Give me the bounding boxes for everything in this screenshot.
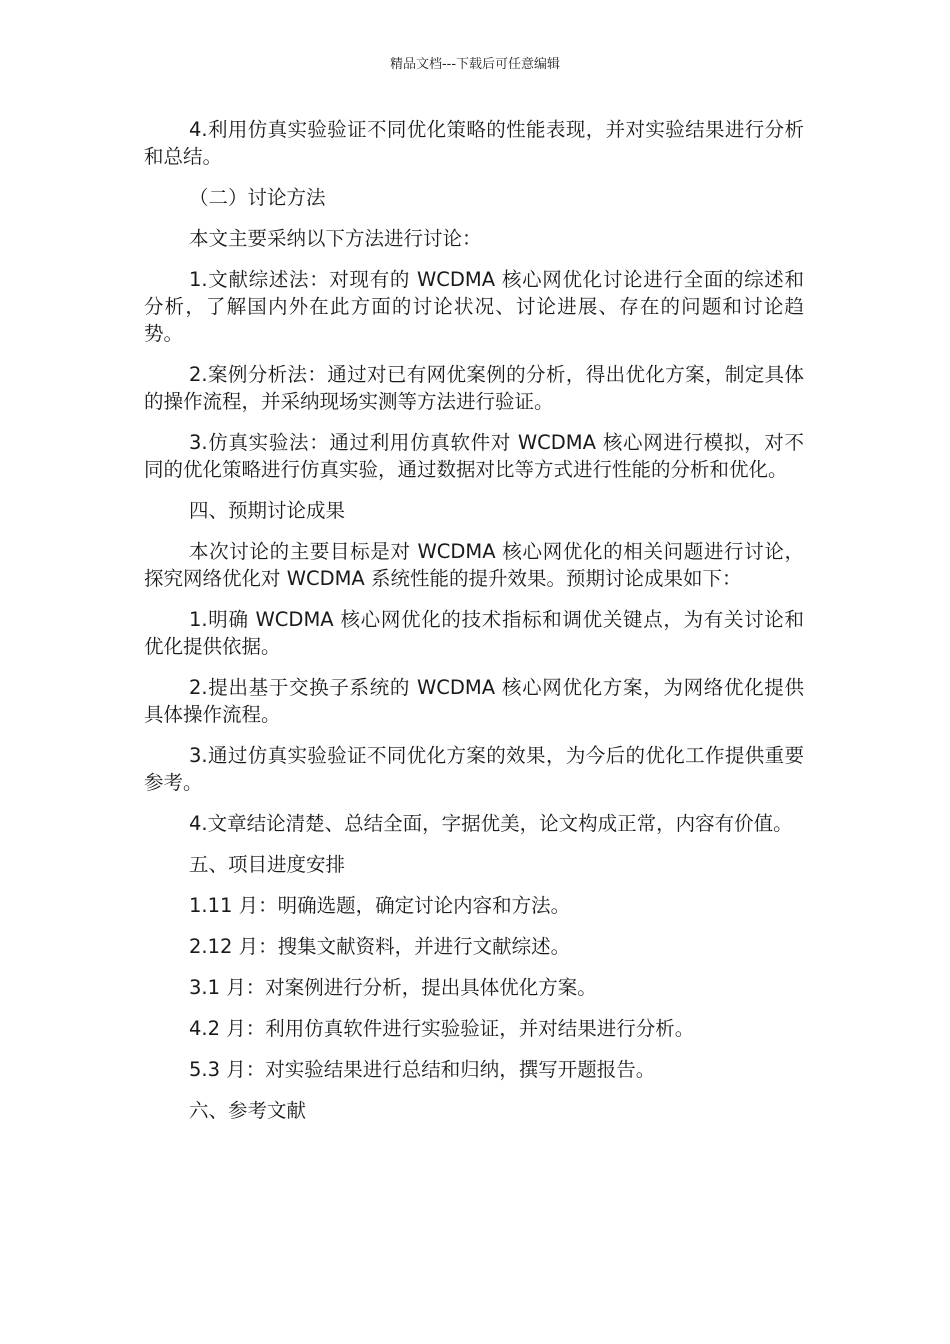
schedule-item-1: 1.11 月：明确选题，确定讨论内容和方法。 [189, 894, 571, 917]
paragraph-result-2: 2.提出基于交换子系统的 WCDMA 核心网优化方案，为网络优化提供具体操作流程。 [144, 676, 804, 726]
paragraph-result-4: 4.文章结论清楚、总结全面，字据优美，论文构成正常，内容有价值。 [189, 812, 793, 835]
schedule-item-2: 2.12 月：搜集文献资料，并进行文献综述。 [189, 935, 571, 958]
paragraph-method-2: 2.案例分析法：通过对已有网优案例的分析，得出优化方案，制定具体的操作流程，并采纳现场实测等方法进行验证。 [144, 363, 804, 413]
section-heading-schedule: 五、项目进度安排 [189, 853, 346, 876]
paragraph-methods-intro: 本文主要采纳以下方法进行讨论： [189, 227, 482, 250]
schedule-item-4: 4.2 月：利用仿真软件进行实验验证，并对结果进行分析。 [189, 1017, 695, 1040]
section-heading-references: 六、参考文献 [189, 1099, 307, 1122]
document-body [144, 116, 804, 1138]
paragraph-objective-4: 4.利用仿真实验验证不同优化策略的性能表现，并对实验结果进行分析和总结。 [144, 118, 804, 168]
schedule-item-3: 3.1 月：对案例进行分析，提出具体优化方案。 [189, 976, 597, 999]
section-heading-methods: （二）讨论方法 [189, 186, 326, 209]
paragraph-method-3: 3.仿真实验法：通过利用仿真软件对 WCDMA 核心网进行模拟，对不同的优化策略进行仿真实验，通过数据对比等方式进行性能的分析和优化。 [144, 431, 804, 481]
schedule-item-5: 5.3 月：对实验结果进行总结和归纳，撰写开题报告。 [189, 1058, 656, 1081]
page-header: 精品文档---下载后可任意编辑 [389, 57, 561, 72]
paragraph-method-1: 1.文献综述法：对现有的 WCDMA 核心网优化讨论进行全面的综述和分析，了解国内外在此方面的讨论状况、讨论进展、存在的问题和讨论趋势。 [144, 268, 804, 345]
paragraph-results-intro: 本次讨论的主要目标是对 WCDMA 核心网优化的相关问题进行讨论，探究网络优化对 WCDMA 系统性能的提升效果。预期讨论成果如下： [144, 540, 804, 590]
paragraph-result-1: 1.明确 WCDMA 核心网优化的技术指标和调优关键点，为有关讨论和优化提供依据。 [144, 608, 804, 658]
paragraph-result-3: 3.通过仿真实验验证不同优化方案的效果，为今后的优化工作提供重要参考。 [144, 744, 804, 794]
section-heading-expected-results: 四、预期讨论成果 [189, 499, 346, 522]
